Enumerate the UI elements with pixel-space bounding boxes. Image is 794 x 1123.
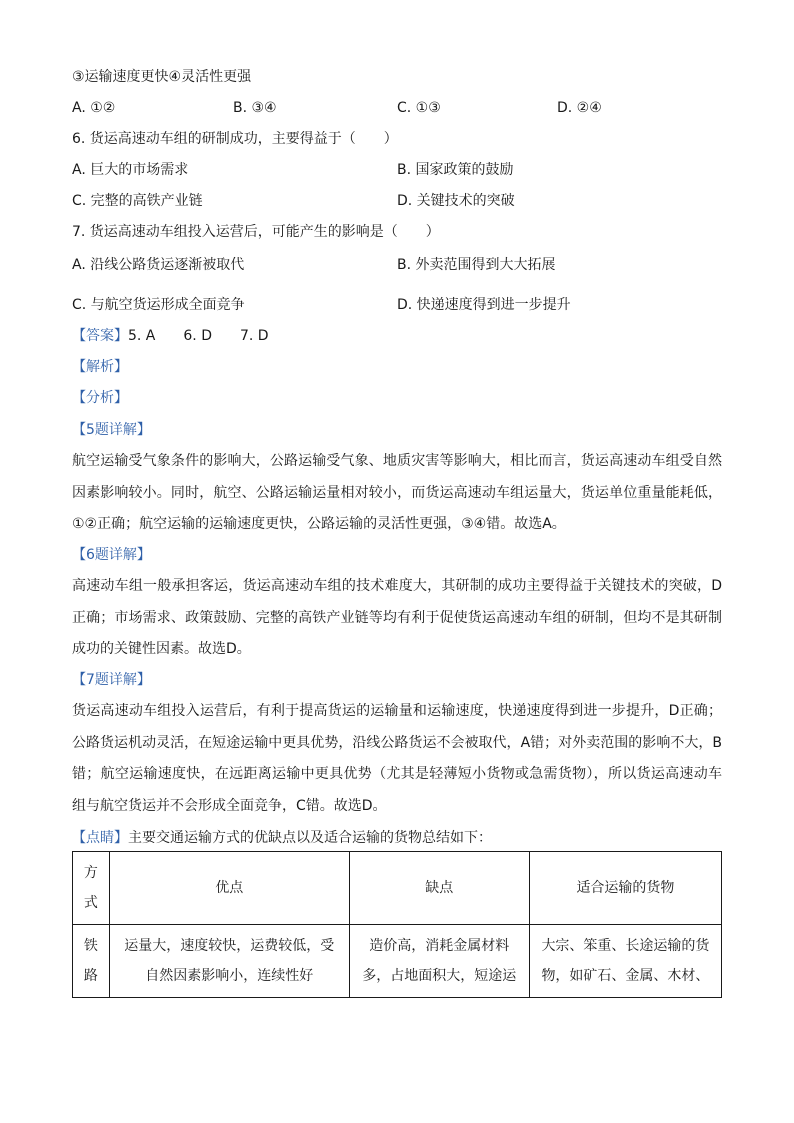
row-advantages bbox=[109, 925, 349, 998]
q7-option-c: C. 与航空货运形成全面竞争 bbox=[72, 297, 245, 313]
q6-option-b: B. 国家政策的鼓励 bbox=[397, 162, 514, 178]
d5-paragraph: 航空运输受气象条件的影响大，公路运输受气象、地质灾害等影响大，相比而言，货运高速动车组受自然因素影响较小。同时，航空、公路运输运量相对较小，而货运高速动车组运量大，货运单位重量能耗低，①②正确；航空运输的运输速度更快，公路运输的灵活性更强，③④错。故选A。 bbox=[72, 453, 722, 532]
q6-option-c: C. 完整的高铁产业链 bbox=[72, 193, 203, 209]
d6-paragraph: 高速动车组一般承担客运，货运高速动车组的技术难度大，其研制的成功主要得益于关键技术的突破，D正确；市场需求、政策鼓励、完整的高铁产业链等均有利于促使货运高速动车组的研制，但均不是其研制成功的关键性因素。故选D。 bbox=[72, 578, 722, 657]
row-suitable-goods bbox=[529, 925, 721, 998]
row-disadvantages bbox=[349, 925, 529, 998]
answer-tag: 【答案】 bbox=[72, 328, 128, 344]
d7-paragraph: 货运高速动车组投入运营后，有利于提高货运的运输量和运输速度，快递速度得到进一步提升，D正确；公路货运机动灵活，在短途运输中更具优势，沿线公路货运不会被取代，A错；对外卖范围的影响不大，B错；航空运输速度快，在远距离运输中更具优势（尤其是轻薄短小货物或急需货物），所以货运高速动车组与航空货运并不会形成全面竞争，C错。故选D。 bbox=[72, 703, 722, 814]
table-header-row bbox=[73, 852, 722, 925]
header-mode-text: 方式 bbox=[83, 865, 98, 911]
q7-option-d: D. 快递速度得到进一步提升 bbox=[397, 297, 571, 313]
q5-option-c: C. ①③ bbox=[397, 100, 441, 116]
q5-statement: ③运输速度更快④灵活性更强 bbox=[72, 69, 252, 85]
d5-tag: 【5题详解】 bbox=[72, 422, 151, 438]
row-advantages-text: 运量大，速度较快，运费较低，受自然因素影响小，连续性好 bbox=[124, 938, 335, 984]
q6-stem: 6. 货运高速动车组的研制成功，主要得益于（ ） bbox=[72, 131, 398, 147]
q7-option-b: B. 外卖范围得到大大拓展 bbox=[397, 257, 556, 273]
q7-option-a: A. 沿线公路货运逐渐被取代 bbox=[72, 257, 245, 273]
row-suitable-goods-text: 大宗、笨重、长途运输的货物，如矿石、金属、木材、 bbox=[541, 938, 710, 984]
q7-stem: 7. 货运高速动车组投入运营后，可能产生的影响是（ ） bbox=[72, 224, 440, 240]
q5-option-a: A. ①② bbox=[72, 100, 116, 116]
q6-option-a: A. 巨大的市场需求 bbox=[72, 162, 189, 178]
d7-tag: 【7题详解】 bbox=[72, 672, 151, 688]
header-disadvantages: 缺点 bbox=[349, 852, 529, 925]
answer-line bbox=[72, 326, 269, 346]
table-row bbox=[73, 925, 722, 998]
d6-tag: 【6题详解】 bbox=[72, 547, 151, 563]
dianjing-line bbox=[72, 828, 492, 848]
q5-option-b: B. ③④ bbox=[233, 100, 277, 116]
row-mode-text: 铁路 bbox=[83, 938, 98, 984]
header-mode bbox=[73, 852, 110, 925]
fenxi-tag: 【分析】 bbox=[72, 390, 128, 406]
header-suitable-goods: 适合运输的货物 bbox=[529, 852, 721, 925]
answer-text: 5. A 6. D 7. D bbox=[128, 328, 269, 344]
q6-option-d: D. 关键技术的突破 bbox=[397, 193, 515, 209]
q5-option-d: D. ②④ bbox=[557, 100, 602, 116]
transport-comparison-table bbox=[72, 851, 722, 998]
dianjing-tag: 【点睛】 bbox=[72, 830, 128, 846]
row-mode bbox=[73, 925, 110, 998]
row-disadvantages-text: 造价高，消耗金属材料多，占地面积大，短途运 bbox=[362, 938, 517, 984]
dianjing-text: 主要交通运输方式的优缺点以及适合运输的货物总结如下： bbox=[128, 830, 492, 846]
analysis-tag: 【解析】 bbox=[72, 359, 128, 375]
header-advantages: 优点 bbox=[109, 852, 349, 925]
